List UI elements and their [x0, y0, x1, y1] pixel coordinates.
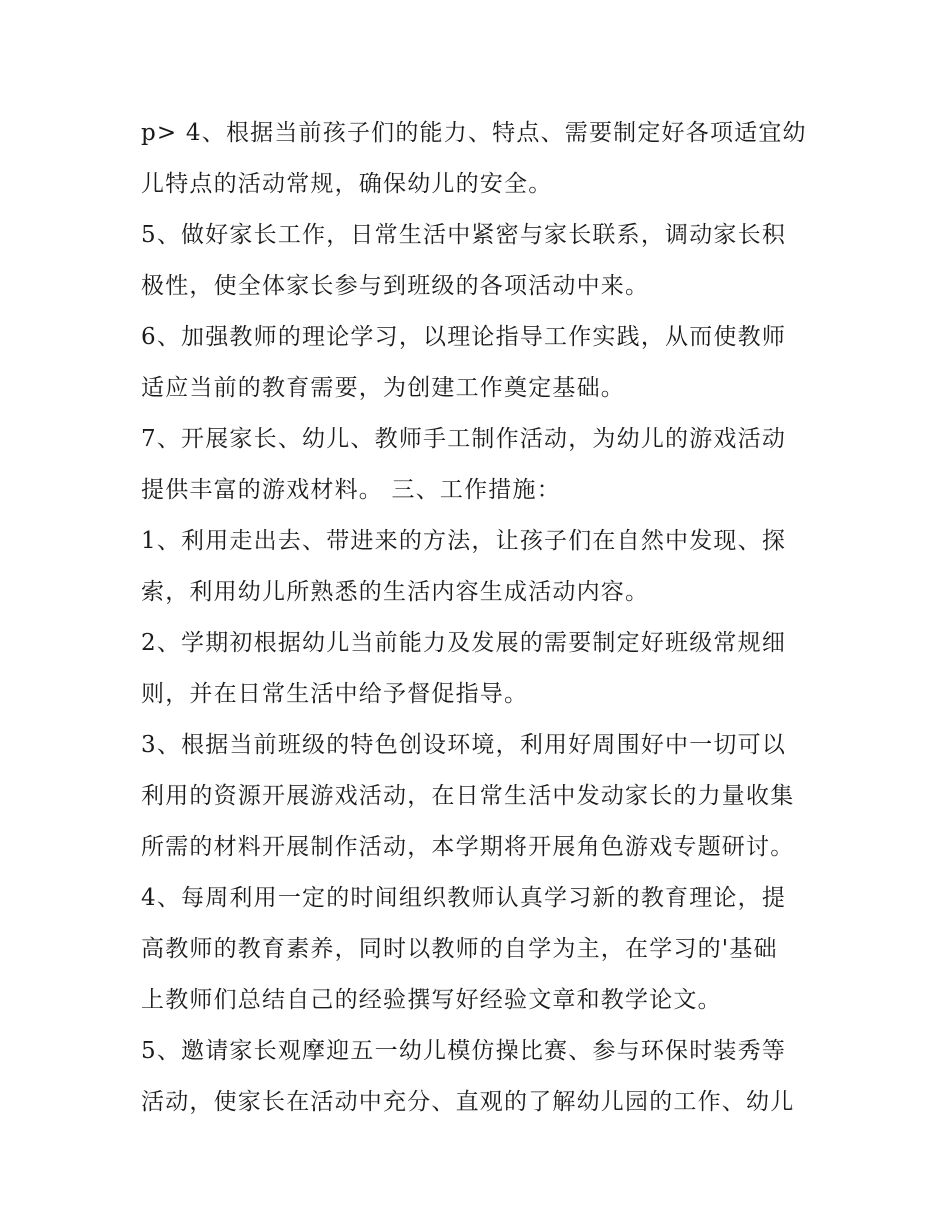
text-line: 极性，使全体家长参与到班级的各项活动中来。	[141, 273, 650, 299]
text-line: 4、每周利用一定的时间组织教师认真学习新的教育理论，提	[141, 885, 787, 911]
document-body	[141, 108, 821, 1128]
text-line: 适应当前的教育需要，为创建工作奠定基础。	[141, 375, 625, 401]
text-line: 上教师们总结自己的经验撰写好经验文章和教学论文。	[141, 987, 722, 1013]
text-line: p> 4、根据当前孩子们的能力、特点、需要制定好各项适宜幼	[141, 120, 807, 146]
text-line: 索，利用幼儿所熟悉的生活内容生成活动内容。	[141, 579, 650, 605]
text-line: 1、利用走出去、带进来的方法，让孩子们在自然中发现、探	[141, 528, 787, 554]
text-line: 活动，使家长在活动中充分、直观的了解幼儿园的工作、幼儿	[141, 1089, 795, 1115]
text-line: 所需的材料开展制作活动，本学期将开展角色游戏专题研讨。	[141, 834, 795, 860]
text-line: 则，并在日常生活中给予督促指导。	[141, 681, 529, 707]
text-line: 提供丰富的游戏材料。 三、工作措施：	[141, 477, 561, 503]
text-line: 儿特点的活动常规，确保幼儿的安全。	[141, 171, 553, 197]
text-line: 2、学期初根据幼儿当前能力及发展的需要制定好班级常规细	[141, 630, 787, 656]
text-line: 5、邀请家长观摩迎五一幼儿模仿操比赛、参与环保时装秀等	[141, 1038, 787, 1064]
text-line: 高教师的教育素养，同时以教师的自学为主，在学习的'基础	[141, 936, 778, 962]
text-line: 利用的资源开展游戏活动，在日常生活中发动家长的力量收集	[141, 783, 795, 809]
text-line: 3、根据当前班级的特色创设环境，利用好周围好中一切可以	[141, 732, 787, 758]
text-line: 5、做好家长工作，日常生活中紧密与家长联系，调动家长积	[141, 222, 787, 248]
text-line: 6、加强教师的理论学习，以理论指导工作实践，从而使教师	[141, 324, 787, 350]
text-line: 7、开展家长、幼儿、教师手工制作活动，为幼儿的游戏活动	[141, 426, 787, 452]
